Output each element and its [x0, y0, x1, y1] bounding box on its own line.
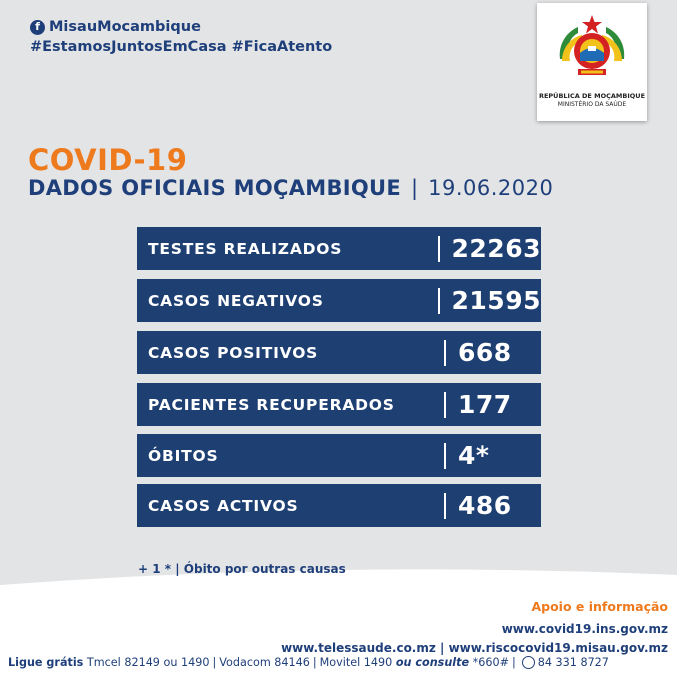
hotline-ussd: *660# [472, 656, 509, 669]
page-subtitle [28, 176, 553, 200]
hotline-whatsapp: 84 331 8727 [537, 656, 609, 669]
stat-label: CASOS NEGATIVOS [148, 291, 324, 310]
social-block [30, 17, 332, 57]
stat-casos-positivos [137, 331, 541, 374]
crest-ministry: MINISTÉRIO DA SAÚDE [557, 101, 627, 108]
hotline-separator: | [212, 656, 217, 669]
support-heading: Apoio e informação [531, 599, 668, 614]
stat-value: 4* [458, 441, 490, 470]
stat-label: CASOS ACTIVOS [148, 496, 299, 515]
hotline-vodacom: Vodacom 84146 [219, 656, 310, 669]
link-telessaude-riscocovid[interactable]: www.telessaude.co.mz | www.riscocovid19.misau.gov.mz [281, 641, 668, 655]
stat-label: ÓBITOS [148, 446, 219, 465]
hotline-consult-lead: ou consulte [395, 656, 470, 669]
page-title: COVID-19 [28, 143, 188, 177]
stat-pacientes-recuperados [137, 383, 541, 426]
hotline-movitel: Movitel 1490 [319, 656, 393, 669]
stat-casos-activos [137, 484, 541, 527]
stat-value: 21595 [451, 286, 541, 315]
stat-divider [444, 443, 446, 469]
stat-obitos [137, 434, 541, 477]
stat-label: TESTES REALIZADOS [148, 239, 343, 258]
hotlines [8, 656, 671, 669]
whatsapp-icon [522, 656, 535, 669]
hotline-lead: Ligue grátis [8, 656, 84, 669]
stat-divider [444, 392, 446, 418]
subtitle-text: DADOS OFICIAIS MOÇAMBIQUE [28, 176, 402, 200]
stat-value: 486 [458, 491, 512, 520]
crest-country: REPÚBLICA DE MOÇAMBIQUE [538, 92, 646, 100]
stat-casos-negativos [137, 279, 541, 322]
report-date: 19.06.2020 [428, 176, 554, 200]
facebook-handle[interactable]: MisauMocambique [49, 19, 201, 35]
stat-value: 668 [458, 338, 512, 367]
hashtags: #EstamosJuntosEmCasa #FicaAtento [30, 39, 333, 55]
stat-label: PACIENTES RECUPERADOS [148, 395, 395, 414]
stat-value: 22263 [451, 234, 541, 263]
stat-testes-realizados [137, 227, 541, 270]
crest-card [537, 3, 647, 121]
footnote: + 1 * | Óbito por outras causas [138, 562, 346, 576]
stat-divider [444, 493, 446, 519]
hotline-separator: | [511, 656, 516, 669]
stat-label: CASOS POSITIVOS [148, 343, 319, 362]
hotline-separator: | [312, 656, 317, 669]
subtitle-separator: | [411, 176, 419, 200]
stat-value: 177 [458, 390, 512, 419]
support-links [281, 620, 668, 658]
stat-divider [444, 340, 446, 366]
stat-divider [438, 236, 440, 262]
stat-divider [438, 288, 440, 314]
link-covid19[interactable]: www.covid19.ins.gov.mz [501, 622, 668, 636]
coat-of-arms-emblem [554, 13, 630, 89]
facebook-icon[interactable]: f [30, 20, 45, 35]
hotline-tmcel: Tmcel 82149 ou 1490 [86, 656, 210, 669]
